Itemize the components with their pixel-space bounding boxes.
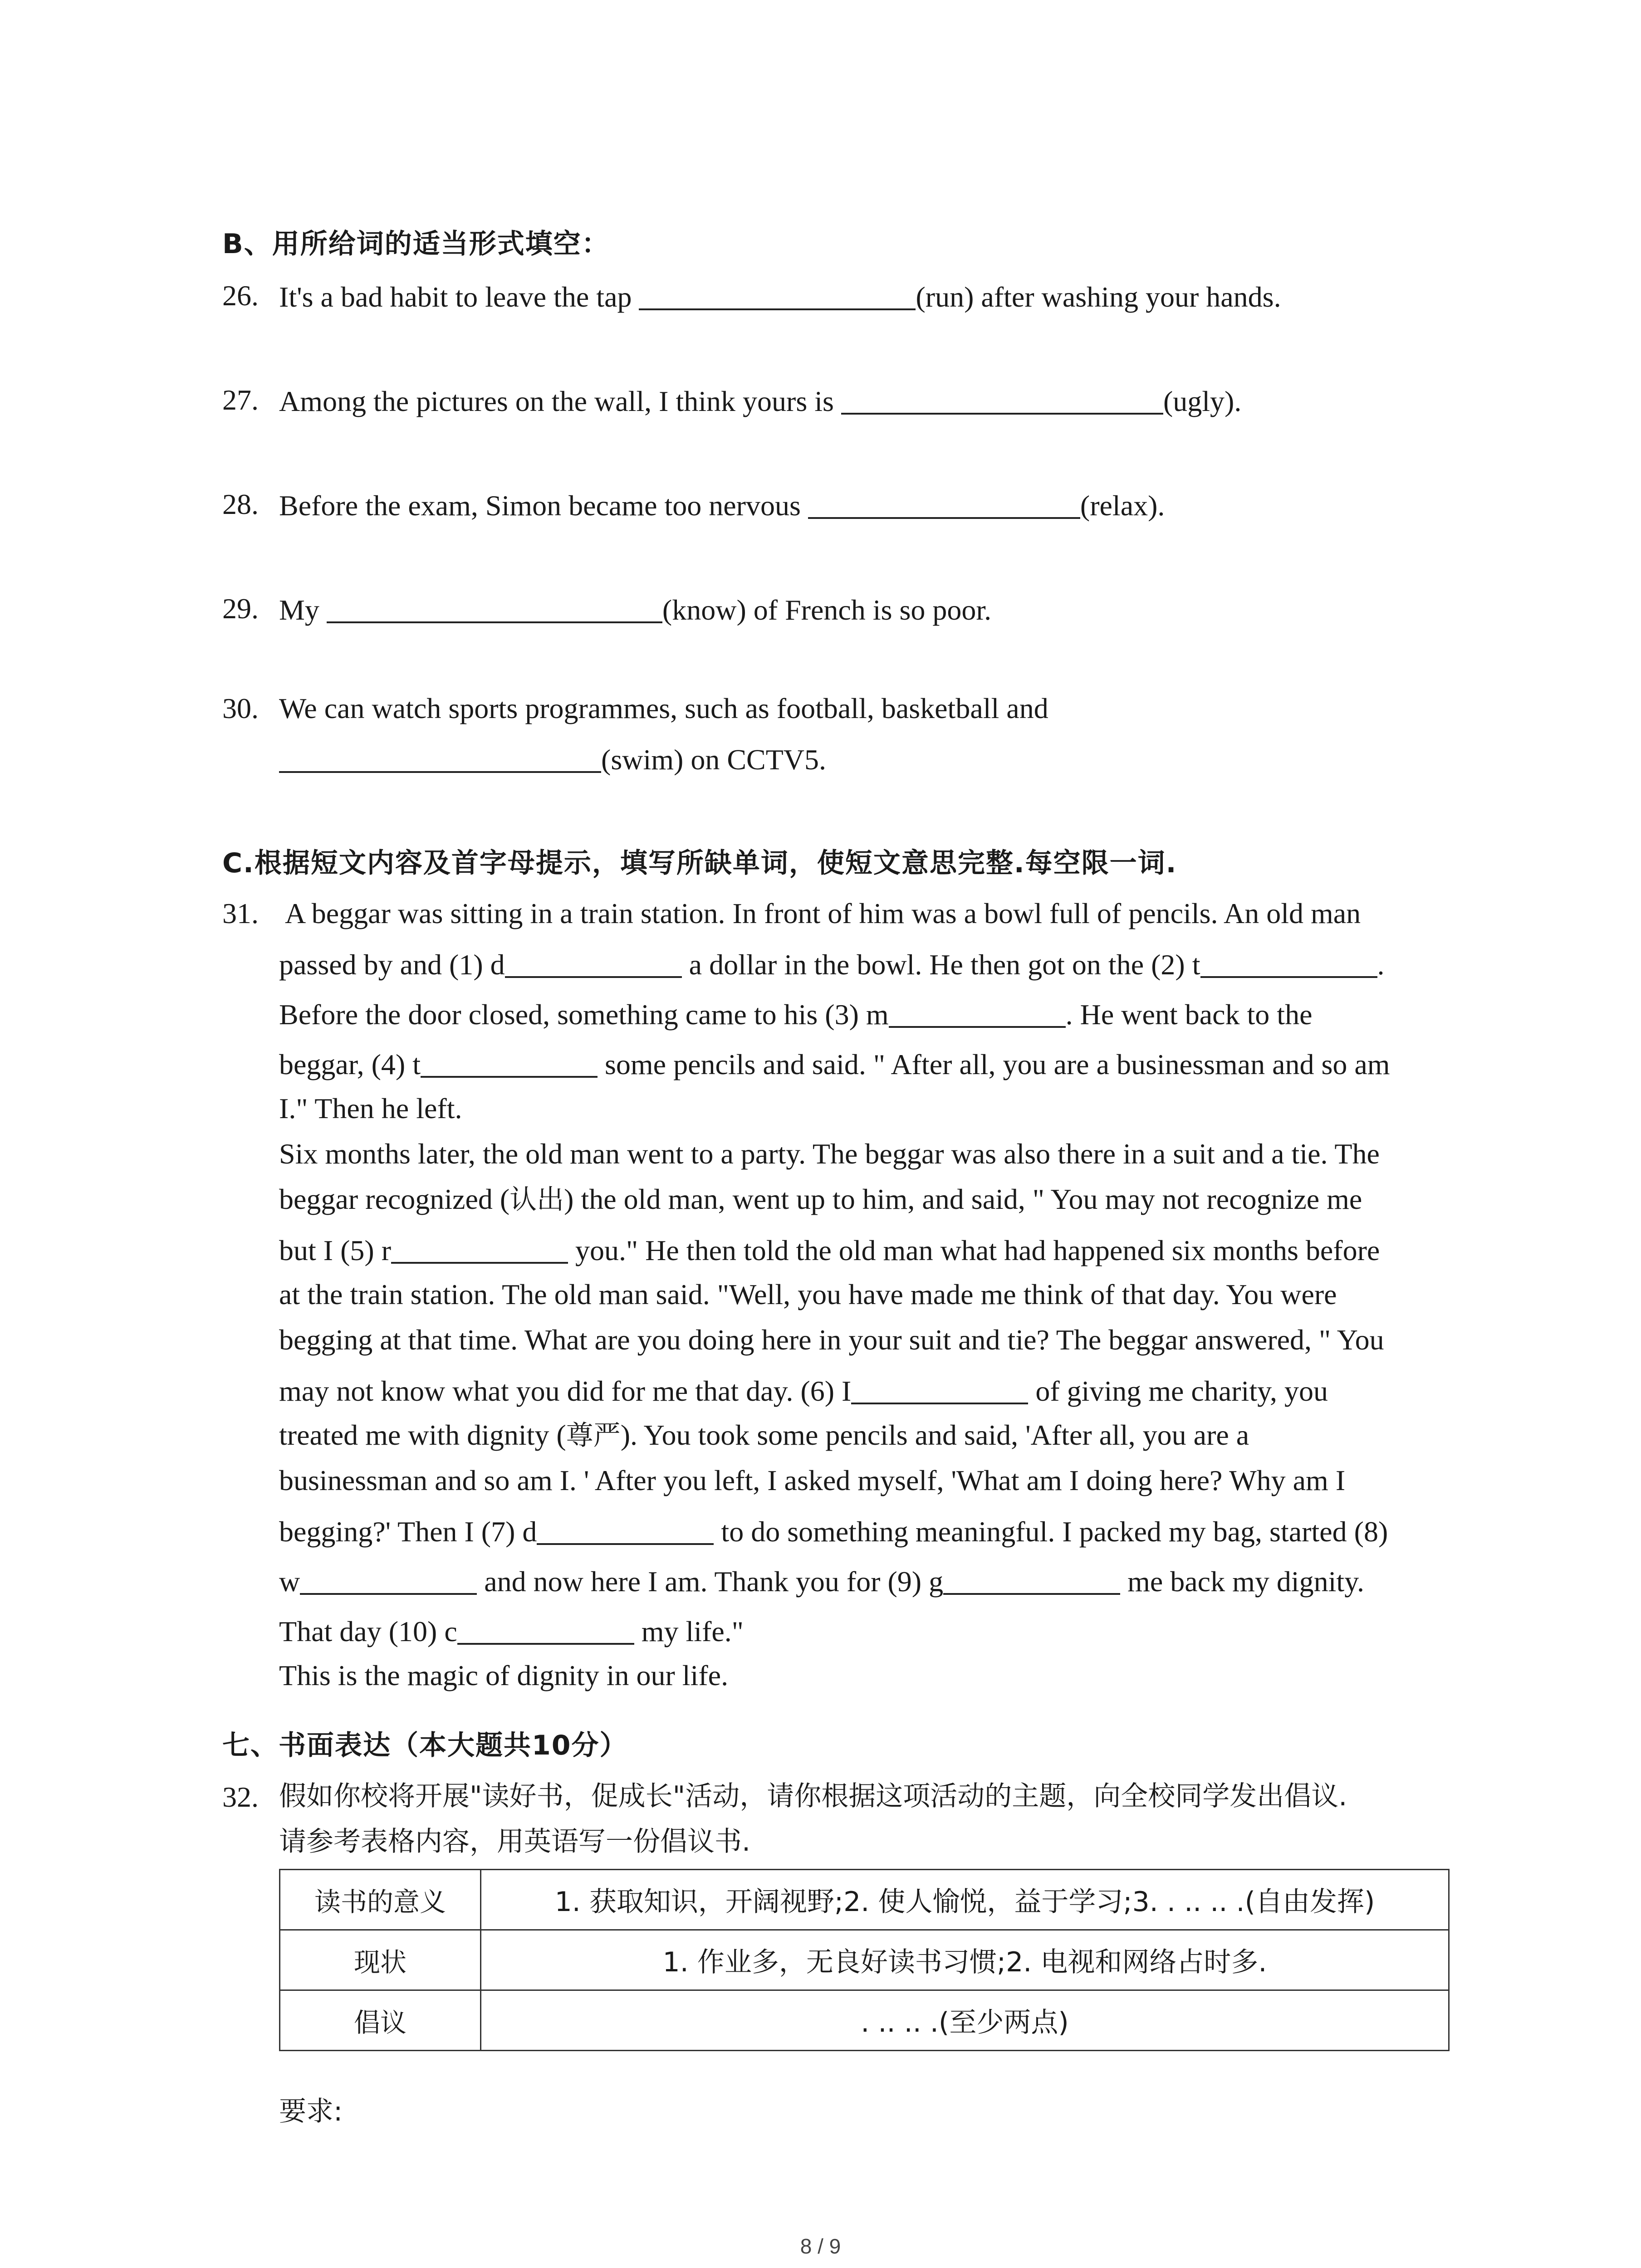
- passage-line-16: [279, 1616, 744, 1646]
- question-27: [279, 386, 1241, 416]
- question-28: [279, 490, 1165, 520]
- essay-requirement-label: 要求:: [279, 2096, 343, 2127]
- question-27-text: Among the pictures on the wall, I think yours is: [279, 385, 841, 417]
- answer-blank-30[interactable]: [279, 744, 601, 773]
- section-b-heading: B、用所给词的适当形式填空：: [222, 228, 610, 260]
- question-26: [279, 281, 1281, 312]
- answer-blank-26[interactable]: [639, 281, 916, 310]
- passage-line-6: Six months later, the old man went to a party. The beggar was also there in a suit and a tie. The: [279, 1138, 1380, 1170]
- passage-text: That day (10) c: [279, 1615, 457, 1647]
- passage-line-12: [279, 1421, 1249, 1450]
- question-27-hint: (ugly).: [1163, 385, 1242, 417]
- passage-line-7: [279, 1185, 1362, 1214]
- answer-blank-31-1[interactable]: [505, 949, 682, 978]
- answer-blank-29[interactable]: [327, 594, 662, 623]
- passage-text: but I (5) r: [279, 1234, 392, 1266]
- passage-text: begging?' Then I (7) d: [279, 1515, 537, 1548]
- passage-text: and now here I am. Thank you for (9) g: [477, 1565, 944, 1598]
- question-number-28: 28.: [222, 488, 259, 520]
- question-30-line2: [279, 744, 826, 774]
- passage-text: ). You took some pencils and said, 'After all, you are a: [620, 1419, 1249, 1451]
- answer-blank-31-6[interactable]: [851, 1375, 1028, 1404]
- passage-text: Before the door closed, something came to his (3) m: [279, 998, 889, 1031]
- question-29-hint: (know) of French is so poor.: [662, 594, 992, 626]
- question-29: [279, 594, 991, 625]
- question-29-text: My: [279, 594, 327, 626]
- passage-line-10: begging at that time. What are you doing here in your suit and tie? The beggar answered, " You: [279, 1324, 1384, 1356]
- passage-text: me back my dignity.: [1120, 1565, 1365, 1598]
- passage-line-2: [279, 949, 1385, 979]
- question-26-hint: (run) after washing your hands.: [916, 281, 1281, 313]
- passage-text: beggar, (4) t: [279, 1048, 421, 1080]
- answer-blank-31-10[interactable]: [457, 1616, 634, 1645]
- passage-text: beggar recognized (: [279, 1183, 510, 1215]
- table-row-content: 1. 作业多，无良好读书习惯;2. 电视和网络占时多.: [481, 1930, 1449, 1990]
- table-row-content: . .. .. .(至少两点): [481, 1990, 1449, 2051]
- question-30-hint: (swim) on CCTV5.: [601, 743, 826, 776]
- table-row: [280, 1990, 1449, 2051]
- question-30-line1: We can watch sports programmes, such as football, basketball and: [279, 692, 1048, 724]
- passage-line-8: [279, 1235, 1380, 1265]
- passage-text: to do something meaningful. I packed my bag, started (8): [714, 1515, 1388, 1548]
- passage-gloss: 尊严: [566, 1420, 621, 1452]
- passage-text: . He went back to the: [1065, 998, 1313, 1031]
- passage-line-1: A beggar was sitting in a train station. In front of him was a bowl full of pencils. An old man: [285, 897, 1361, 929]
- passage-line-4: [279, 1049, 1390, 1079]
- passage-text: my life.": [634, 1615, 744, 1647]
- passage-line-13: businessman and so am I. ' After you left, I asked myself, 'What am I doing here? Why am I: [279, 1464, 1346, 1496]
- passage-text: of giving me charity, you: [1028, 1375, 1328, 1407]
- answer-blank-27[interactable]: [841, 386, 1163, 415]
- question-number-26: 26.: [222, 279, 259, 312]
- table-row-label: 读书的意义: [280, 1870, 481, 1930]
- table-row-label: 倡议: [280, 1990, 481, 2051]
- passage-text: w: [279, 1565, 300, 1598]
- question-26-text: It's a bad habit to leave the tap: [279, 281, 639, 313]
- passage-text: may not know what you did for me that day. (6) I: [279, 1375, 852, 1407]
- answer-blank-31-8[interactable]: [300, 1566, 477, 1595]
- question-number-32: 32.: [222, 1781, 259, 1813]
- answer-blank-31-7[interactable]: [537, 1516, 714, 1545]
- question-28-hint: (relax).: [1080, 489, 1165, 522]
- table-row: [280, 1930, 1449, 1990]
- passage-line-15: [279, 1566, 1364, 1596]
- passage-text: .: [1377, 948, 1385, 981]
- answer-blank-31-4[interactable]: [421, 1049, 598, 1078]
- answer-blank-31-3[interactable]: [889, 999, 1066, 1028]
- page-number: 8 / 9: [800, 2234, 841, 2258]
- passage-text: a dollar in the bowl. He then got on the (2) t: [681, 948, 1200, 981]
- table-row-label: 现状: [280, 1930, 481, 1990]
- section-c-heading: C.根据短文内容及首字母提示，填写所缺单词，使短文意思完整.每空限一词.: [222, 847, 1177, 879]
- passage-line-3: [279, 999, 1312, 1029]
- passage-line-17: This is the magic of dignity in our life.: [279, 1659, 729, 1691]
- question-number-30: 30.: [222, 692, 259, 724]
- passage-line-11: [279, 1375, 1328, 1406]
- passage-line-5: I." Then he left.: [279, 1092, 462, 1124]
- answer-blank-31-2[interactable]: [1200, 949, 1377, 978]
- question-number-31: 31.: [222, 897, 259, 929]
- answer-blank-31-5[interactable]: [391, 1235, 568, 1264]
- essay-prompt-line-1: 假如你校将开展"读好书，促成长"活动，请你根据这项活动的主题，向全校同学发出倡议.: [279, 1780, 1347, 1812]
- passage-text: treated me with dignity (: [279, 1419, 566, 1451]
- passage-line-9: at the train station. The old man said. "Well, you have made me think of that day. You were: [279, 1278, 1337, 1310]
- passage-text: you." He then told the old man what had happened six months before: [568, 1234, 1380, 1266]
- passage-text: ) the old man, went up to him, and said, " You may not recognize me: [564, 1183, 1362, 1215]
- essay-reference-table: [279, 1869, 1450, 2051]
- table-row-content: 1. 获取知识，开阔视野;2. 使人愉悦，益于学习;3. . .. .. .(自由发挥): [481, 1870, 1449, 1930]
- answer-blank-31-9[interactable]: [943, 1566, 1120, 1595]
- question-number-27: 27.: [222, 384, 259, 416]
- section-7-heading: 七、书面表达（本大题共10分）: [222, 1730, 628, 1761]
- passage-text: passed by and (1) d: [279, 948, 505, 981]
- table-row: [280, 1870, 1449, 1930]
- passage-text: some pencils and said. " After all, you are a businessman and so am: [597, 1048, 1390, 1080]
- essay-prompt-line-2: 请参考表格内容，用英语写一份倡议书.: [279, 1826, 751, 1857]
- answer-blank-28[interactable]: [808, 490, 1080, 519]
- question-28-text: Before the exam, Simon became too nervous: [279, 489, 808, 522]
- passage-gloss: 认出: [509, 1184, 564, 1216]
- question-number-29: 29.: [222, 592, 259, 625]
- passage-line-14: [279, 1516, 1388, 1546]
